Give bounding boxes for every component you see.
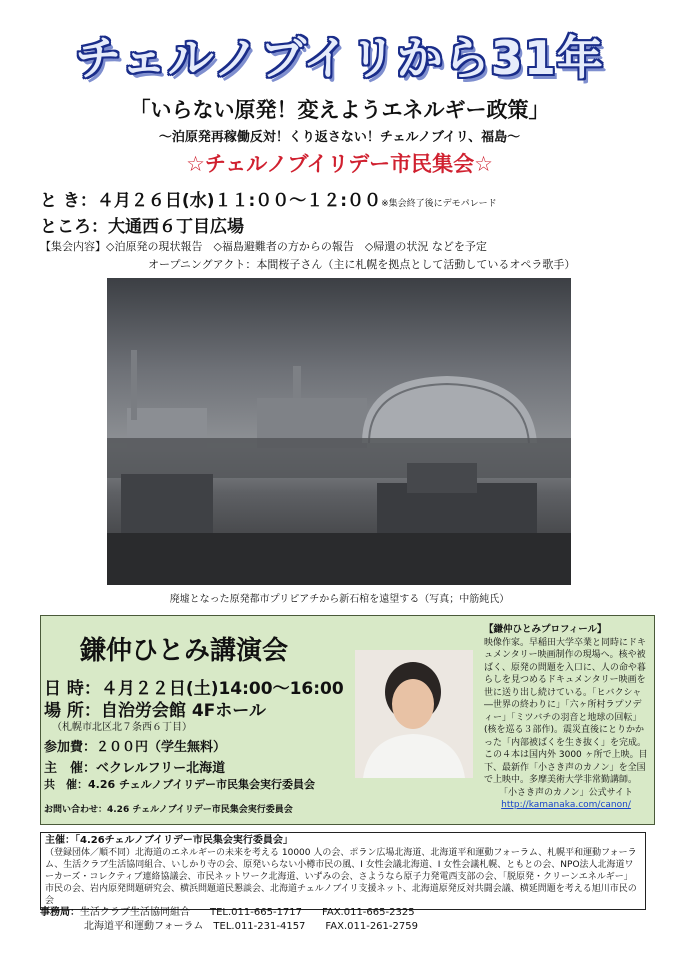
when-label: と き： <box>40 191 97 211</box>
lecture-cohost: 共 催：4.26 チェルノブイリデー市民集会実行委員会 <box>44 778 315 791</box>
event-place <box>40 212 244 237</box>
lecture-venue: 場 所：自治労会館 4Fホール <box>44 701 266 721</box>
office-contact <box>40 906 418 934</box>
event-time <box>40 186 497 211</box>
organizers-main: 主催：「4.26チェルノブイリデー市民集会実行委員会」 <box>45 835 293 846</box>
event-content: 【集会内容】◇泊原発の現状報告 ◇福島避難者の方からの報告 ◇帰還の状況 などを予定 <box>40 240 487 253</box>
profile-url-link[interactable]: http://kamanaka.com/canon/ <box>501 800 631 810</box>
where-value: 大通西６丁目広場 <box>108 217 244 237</box>
page-title: チェルノブイリから31年 <box>75 31 604 85</box>
when-value: ４月２６日(水)１１:００～１２:００ <box>96 191 382 211</box>
profile-heading: 【鎌仲ひとみプロフィール】 <box>484 624 607 635</box>
lecture-contact: お問い合わせ：4.26 チェルノブイリデー市民集会実行委員会 <box>44 805 293 815</box>
portrait-illustration <box>355 650 473 778</box>
organizers <box>40 832 646 910</box>
photo-caption: 廃墟となった原発都市プリピアチから新石棺を遠望する（写真；中筋純氏） <box>169 594 510 605</box>
chernobyl-photo <box>107 278 571 585</box>
office-line-2: 北海道平和運動フォーラム TEL.011-231-4157 FAX.011-261-2759 <box>84 921 418 932</box>
event-name: ☆チェルノブイリデー市民集会☆ <box>186 152 493 176</box>
speaker-profile <box>484 624 648 822</box>
office-line-1: 生活クラブ生活協同組合 TEL.011-665-1717 FAX.011-665-2325 <box>80 907 415 918</box>
when-note: ※集会終了後にデモパレード <box>381 199 497 209</box>
profile-site-label: 「小さき声のカノン」公式サイト <box>498 787 633 798</box>
lecture-address: （札幌市北区北７条西６丁目） <box>52 722 192 733</box>
lecture-host: 主 催：ベクレルフリー北海道 <box>44 761 226 776</box>
organizers-box <box>40 832 646 910</box>
where-label: ところ： <box>40 217 108 237</box>
subtitle: 「いらない原発！変えようエネルギー政策」 <box>129 98 550 122</box>
lecture-title: 鎌仲ひとみ講演会 <box>80 636 289 666</box>
photo-illustration <box>107 278 571 585</box>
slogan: ～泊原発再稼働反対！くり返さない！チェルノブイリ、福島～ <box>158 130 521 145</box>
organizers-members: （登録団体／順不同）北海道のエネルギーの未来を考える 10000 人の会、ポラン広場北海道、北海道平和運動フォーラム、札幌平和運動フォーラム、生活クラブ生活協同組合、いしかり寺の会、原発いらない小樽市民の風、I 女性会議北海道、I 女性会議札幌、ともとの会、NPO法人北海道ワーカーズ・コレクティブ連絡協議会、市民ネットワーク北海道、いずみの会、さようなら原子力発電西支部の会、「脱原発・クリーンエネルギー」市民の会、岩内原発問題研究会、横浜問題道民懇談会、北海道チェルノブイリ支援ネット、北海道原発反対共闘会議、横延問題を考える旭川市民の会 <box>45 848 637 906</box>
office-label: 事務局： <box>40 907 80 918</box>
profile-body: 映像作家。早稲田大学卒業と同時にドキュメンタリー映画制作の現場へ。核や被ばく、原発の問題を入口に、人の命や暮らしを見つめるドキュメンタリー映画を世に送り出し続けている。「ヒバクシャ―世界の終わりに」「六ヶ所村ラプソディー」「ミツバチの羽音と地球の回転」(核を巡る３部作)。震災直後にとりかかった「内部被ばくを生き抜く」を完成。この４本は国内外 3000 ヶ所で上映。目下、最新作「小さき声のカノン」を全国で上映中。多摩美術大学非常勤講師。 <box>484 637 648 785</box>
lecture-fee: 参加費：２００円（学生無料） <box>44 740 227 755</box>
lecture-date: 日 時：４月２２日(土)14:00～16:00 <box>44 679 344 699</box>
opening-act: オープニングアクト：本間桜子さん（主に札幌を拠点として活動しているオペラ歌手） <box>148 258 576 271</box>
speaker-portrait <box>355 650 473 778</box>
